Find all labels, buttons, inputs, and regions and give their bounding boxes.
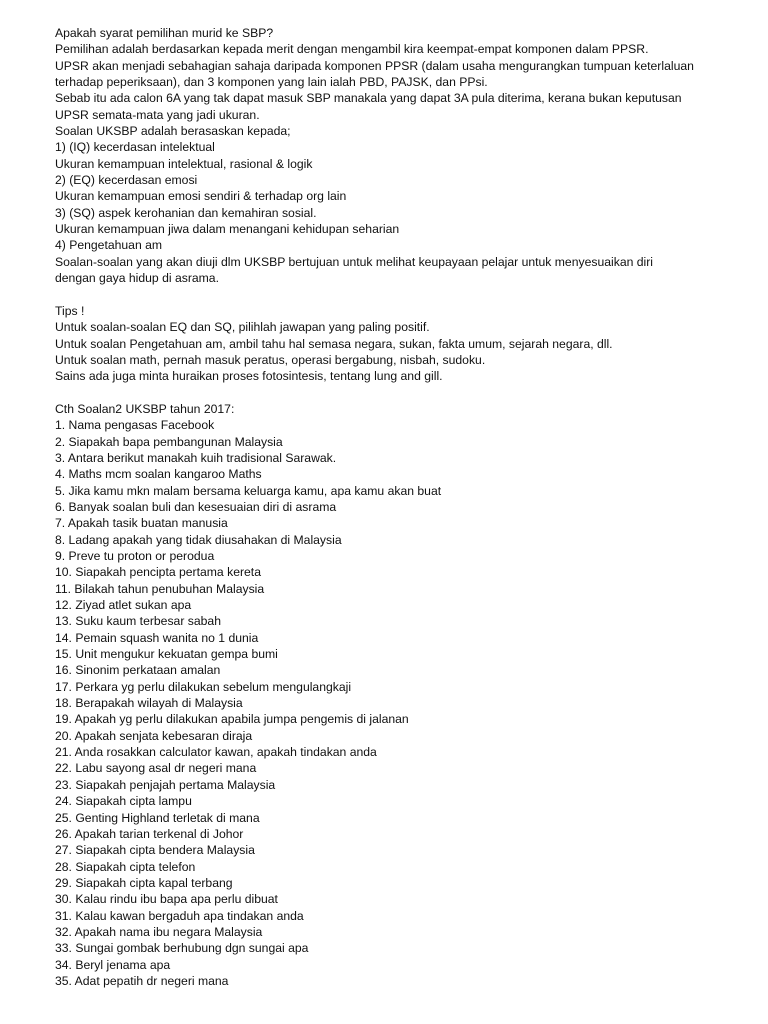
question-item: 21. Anda rosakkan calculator kawan, apakah tindakan anda — [55, 745, 377, 760]
question-item: 20. Apakah senjata kebesaran diraja — [55, 728, 253, 743]
text-line: Ukuran kemampuan emosi sendiri & terhadap org lain — [55, 189, 347, 204]
question-item: 24. Siapakah cipta lampu — [55, 794, 192, 809]
question-item: 16. Sinonim perkataan amalan — [55, 663, 221, 678]
question-item: 19. Apakah yg perlu dilakukan apabila jumpa pengemis di jalanan — [55, 712, 409, 727]
intro-section — [55, 25, 755, 287]
text-line: terhadap peperiksaan), dan 3 komponen yang lain ialah PBD, PAJSK, dan PPsi. — [55, 75, 488, 90]
text-line: 1) (IQ) kecerdasan intelektual — [55, 140, 215, 155]
question-item: 31. Kalau kawan bergaduh apa tindakan anda — [55, 908, 304, 923]
question-item: 6. Banyak soalan buli dan kesesuaian diri di asrama — [55, 499, 337, 514]
text-line: Ukuran kemampuan intelektual, rasional & logik — [55, 156, 313, 171]
question-item: 13. Suku kaum terbesar sabah — [55, 614, 221, 629]
text-line: Soalan-soalan yang akan diuji dlm UKSBP bertujuan untuk melihat keupayaan pelajar untuk menyesuaikan diri — [55, 254, 654, 269]
document-page — [55, 25, 755, 989]
spacer — [55, 287, 755, 303]
question-item: 28. Siapakah cipta telefon — [55, 859, 196, 874]
question-item: 27. Siapakah cipta bendera Malaysia — [55, 843, 255, 858]
spacer — [55, 385, 755, 401]
text-line: 4) Pengetahuan am — [55, 238, 163, 253]
text-line: dengan gaya hidup di asrama. — [55, 271, 219, 286]
text-line: Ukuran kemampuan jiwa dalam menangani kehidupan seharian — [55, 222, 400, 237]
examples-heading: Cth Soalan2 UKSBP tahun 2017: — [55, 401, 235, 416]
examples-section — [55, 401, 755, 989]
question-item: 35. Adat pepatih dr negeri mana — [55, 973, 229, 988]
question-item: 8. Ladang apakah yang tidak diusahakan di Malaysia — [55, 532, 342, 547]
question-item: 1. Nama pengasas Facebook — [55, 418, 215, 433]
question-item: 14. Pemain squash wanita no 1 dunia — [55, 630, 259, 645]
question-item: 10. Siapakah pencipta pertama kereta — [55, 565, 261, 580]
question-item: 22. Labu sayong asal dr negeri mana — [55, 761, 257, 776]
tip-line: Sains ada juga minta huraikan proses fotosintesis, tentang lung and gill. — [55, 369, 443, 384]
question-item: 7. Apakah tasik buatan manusia — [55, 516, 228, 531]
question-item: 25. Genting Highland terletak di mana — [55, 810, 260, 825]
question-item: 12. Ziyad atlet sukan apa — [55, 598, 192, 613]
tip-line: Untuk soalan Pengetahuan am, ambil tahu hal semasa negara, sukan, fakta umum, sejarah negara, dll. — [55, 336, 613, 351]
question-item: 5. Jika kamu mkn malam bersama keluarga kamu, apa kamu akan buat — [55, 483, 442, 498]
question-item: 2. Siapakah bapa pembangunan Malaysia — [55, 434, 283, 449]
question-item: 23. Siapakah penjajah pertama Malaysia — [55, 777, 276, 792]
question-item: 34. Beryl jenama apa — [55, 957, 171, 972]
question-item: 4. Maths mcm soalan kangaroo Maths — [55, 467, 262, 482]
text-line: UPSR semata-mata yang jadi ukuran. — [55, 107, 260, 122]
question-item: 32. Apakah nama ibu negara Malaysia — [55, 924, 263, 939]
tip-line: Untuk soalan-soalan EQ dan SQ, pilihlah jawapan yang paling positif. — [55, 320, 430, 335]
text-line: Sebab itu ada calon 6A yang tak dapat masuk SBP manakala yang dapat 3A pula diterima, kerana bukan keputusan — [55, 91, 682, 106]
text-line: Pemilihan adalah berdasarkan kepada merit dengan mengambil kira keempat-empat komponen dalam PPSR. — [55, 42, 649, 57]
question-item: 30. Kalau rindu ibu bapa apa perlu dibuat — [55, 892, 278, 907]
question-item: 11. Bilakah tahun penubuhan Malaysia — [55, 581, 265, 596]
question-item: 9. Preve tu proton or perodua — [55, 549, 215, 563]
question-item: 33. Sungai gombak berhubung dgn sungai apa — [55, 941, 309, 956]
tips-section — [55, 303, 755, 385]
tips-heading: Tips ! — [55, 303, 85, 318]
question-item: 15. Unit mengukur kekuatan gempa bumi — [55, 647, 278, 662]
tip-line: Untuk soalan math, pernah masuk peratus, operasi bergabung, nisbah, sudoku. — [55, 352, 486, 367]
question-item: 18. Berapakah wilayah di Malaysia — [55, 696, 243, 711]
text-line: UPSR akan menjadi sebahagian sahaja daripada komponen PPSR (dalam usaha mengurangkan tumpuan keterlaluan — [55, 58, 694, 73]
question-item: 17. Perkara yg perlu dilakukan sebelum mengulangkaji — [55, 679, 352, 694]
question-item: 3. Antara berikut manakah kuih tradisional Sarawak. — [55, 450, 337, 465]
text-line: 3) (SQ) aspek kerohanian dan kemahiran sosial. — [55, 205, 317, 220]
question-item: 29. Siapakah cipta kapal terbang — [55, 875, 233, 890]
text-line: 2) (EQ) kecerdasan emosi — [55, 173, 198, 188]
question-heading: Apakah syarat pemilihan murid ke SBP? — [55, 26, 274, 40]
text-line: Soalan UKSBP adalah berasaskan kepada; — [55, 124, 291, 139]
question-item: 26. Apakah tarian terkenal di Johor — [55, 826, 244, 841]
